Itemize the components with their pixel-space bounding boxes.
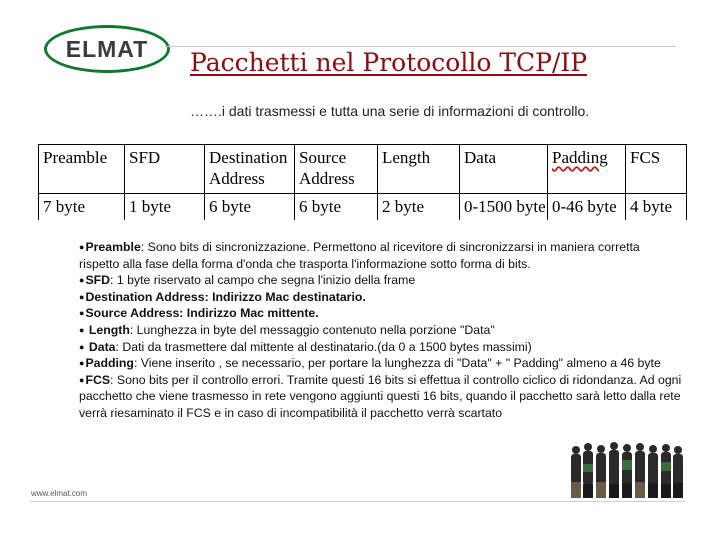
size-cell: 1 byte (125, 194, 205, 221)
desc-term: Length (88, 322, 130, 337)
bullet-icon: ● (79, 374, 85, 385)
size-cell: 0-46 byte (548, 194, 626, 221)
header-cell: FCS (626, 145, 687, 194)
desc-text: : Indirizzo Mac mittente. (179, 306, 319, 321)
slide-subtitle: …….i dati trasmessi e tutta una serie di informazioni di controllo. (190, 103, 590, 119)
frame-structure-table (38, 144, 687, 220)
size-cell: 2 byte (378, 194, 460, 221)
header-cell: Length (378, 145, 460, 194)
desc-data (79, 339, 683, 356)
desc-term: FCS (85, 372, 111, 387)
desc-term: Source Address (85, 306, 180, 321)
desc-text: : 1 byte riservato al campo che segna l'inizio della frame (110, 273, 416, 288)
desc-preamble (79, 239, 683, 272)
desc-length (79, 322, 683, 339)
desc-term: Padding (85, 356, 134, 371)
table-size-row (39, 194, 687, 221)
desc-term: Destination Address (85, 289, 205, 304)
elmat-logo (44, 25, 168, 71)
desc-text: : Viene inserito , se necessario, per portare la lunghezza di "Data" + " Padding" almeno a 46 byte (133, 356, 661, 371)
desc-padding (79, 355, 683, 372)
bullet-icon: ● (79, 275, 85, 286)
size-cell: 4 byte (626, 194, 687, 221)
footer-url: www.elmat.com (31, 489, 88, 498)
header-cell: Source Address (295, 145, 378, 194)
bullet-icon: ● (79, 291, 85, 302)
bullet-icon: ● (79, 358, 85, 369)
desc-destination-address (79, 289, 683, 306)
size-cell: 6 byte (205, 194, 295, 221)
desc-term: Data (88, 339, 116, 354)
table-header-row (39, 145, 687, 194)
header-cell (548, 145, 626, 194)
field-descriptions (79, 239, 683, 422)
bullet-icon: ● (79, 308, 85, 319)
size-cell: 0-1500 byte (460, 194, 548, 221)
desc-text: : Sono bits per il controllo errori. Tramite questi 16 bits si effettua il controllo ciclico di ridondanza. Ad ogni pacchetto che viene trasmesso in rete vengono aggiunti questi 16 bits, quando il pacchetto sarà letto dalla rete verrà riesaminato il FCS e in caso di incompatibilità il pacchetto verrà scartato (79, 372, 682, 420)
header-rule (165, 46, 676, 47)
desc-text: : Sono bits di sincronizzazione. Permettono al ricevitore di sincronizzarsi in maniera corretta rispetto alla fase della forma d'onda che trasporta l'informazione sotto forma di bits. (79, 240, 640, 271)
people-group-image (568, 438, 686, 502)
header-cell: Preamble (39, 145, 125, 194)
header-cell: Destination Address (205, 145, 295, 194)
desc-sfd (79, 272, 683, 289)
desc-text: : Indirizzo Mac destinatario. (204, 289, 366, 304)
footer-rule (30, 501, 685, 502)
desc-term: Preamble (85, 240, 141, 254)
desc-text: : Lunghezza in byte del messaggio contenuto nella porzione "Data" (129, 322, 495, 337)
slide-title: Pacchetti nel Protocollo TCP/IP (190, 48, 588, 77)
desc-text: : Dati da trasmettere dal mittente al destinatario.(da 0 a 1500 bytes massimi) (115, 339, 532, 354)
size-cell: 6 byte (295, 194, 378, 221)
bullet-icon: ● (79, 324, 85, 335)
header-cell-padding-text: Padding (552, 148, 608, 167)
desc-source-address (79, 305, 683, 322)
desc-fcs (79, 372, 683, 422)
logo-text: ELMAT (65, 35, 149, 62)
header-cell: SFD (125, 145, 205, 194)
header-cell: Data (460, 145, 548, 194)
bullet-icon: ● (79, 242, 85, 252)
bullet-icon: ● (79, 341, 85, 352)
desc-term: SFD (85, 273, 111, 288)
size-cell: 7 byte (39, 194, 125, 221)
